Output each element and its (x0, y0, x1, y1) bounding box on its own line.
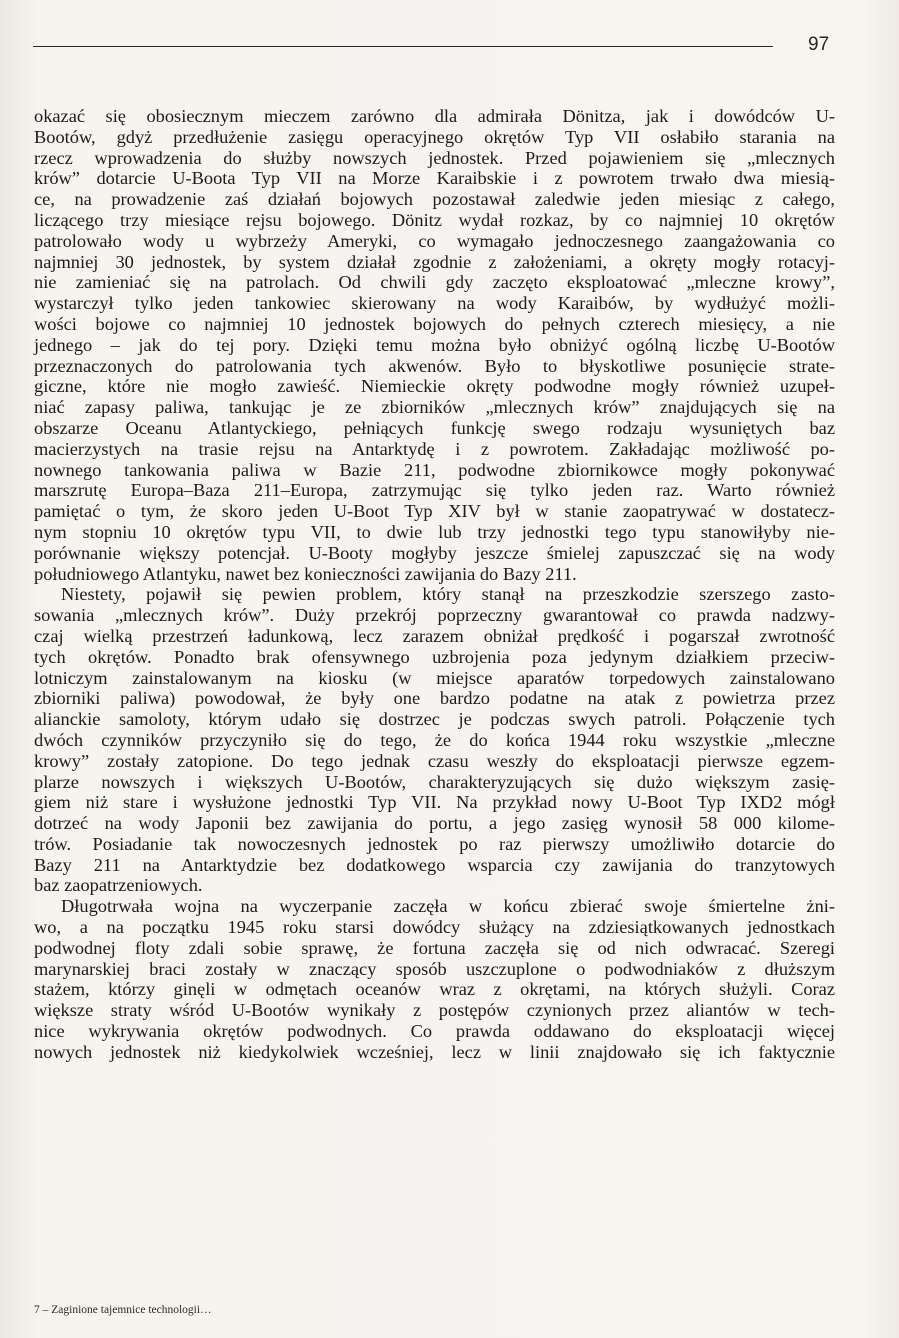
text-line: najmniej 30 jednostek, by system działał zgodnie z założeniami, a okręty mogły rotacyj- (34, 251, 835, 272)
text-line: giczne, które nie mogło zawieść. Niemieckie okręty podwodne mogły również uzupeł- (34, 376, 835, 397)
text-line: alianckie samoloty, którym udało się dostrzec je podczas swych patroli. Połączenie tych (34, 709, 835, 730)
text-line: pamiętać o tym, że skoro jeden U-Boot Typ XIV był w stanie zaopatrywać w dostatecz- (34, 501, 835, 522)
text-line: krów” dotarcie U-Boota Typ VII na Morze Karaibskie i z powrotem trwało dwa miesią- (34, 168, 835, 189)
text-line: Bootów, gdyż przedłużenie zasięgu operacyjnego okrętów Typ VII osłabiło starania na (34, 126, 835, 147)
text-line: ce, na prowadzenie zaś działań bojowych pozostawał zaledwie jeden miesiąc z całego, (34, 189, 835, 210)
text-line: patrolowało wody u wybrzeży Ameryki, co wymagało jednoczesnego zaangażowania co (34, 230, 835, 251)
text-line: czaj wielką przestrzeń ładunkową, lecz zarazem obniżał prędkość i pogarszał zwrotność (34, 625, 835, 646)
text-line: wości bojowe co najmniej 10 jednostek bojowych do pełnych czterech miesięcy, a nie (34, 313, 835, 334)
text-line: Bazy 211 na Antarktydzie bez dodatkowego wsparcia czy zawijania do tranzytowych (34, 854, 835, 875)
printer-signature: 7 – Zaginione tajemnice technologii… (34, 1304, 212, 1316)
text-line: lotniczym zainstalowanym na kiosku (w miejsce aparatów torpedowych zainstalowano (34, 667, 835, 688)
text-line: wo, a na początku 1945 roku starsi dowódcy służący na zdziesiątkowanych jednostkach (34, 917, 835, 938)
text-line: plarze nowszych i większych U-Bootów, charakteryzujących się dużo większym zasię- (34, 771, 835, 792)
text-line: stażem, którzy ginęli w odmętach oceanów wraz z okrętami, na których służyli. Coraz (34, 979, 835, 1000)
header-rule (33, 46, 773, 47)
text-line: dotrzeć na wody Japonii bez zawijania do portu, a jego zasięg wynosił 58 000 kilome- (34, 813, 835, 834)
text-line: giem niż stare i wysłużone jednostki Typ VII. Na przykład nowy U-Boot Typ IXD2 mógł (34, 792, 835, 813)
text-line: trów. Posiadanie tak nowoczesnych jednostek po raz pierwszy umożliwiło dotarcie do (34, 833, 835, 854)
text-line: przeznaczonych do patrolowania tych akwenów. Było to błyskotliwe posunięcie strate- (34, 355, 835, 376)
text-line: liczącego trzy miesiące rejsu bojowego. Dönitz wydał rozkaz, by co najmniej 10 okrętów (34, 209, 835, 230)
text-line: rzecz wprowadzenia do służby nowszych jednostek. Przed pojawieniem się „mlecznych (34, 147, 835, 168)
text-line: Długotrwała wojna na wyczerpanie zaczęła w końcu zbierać swoje śmiertelne żni- (61, 896, 835, 917)
text-line: nym stopniu 10 okrętów typu VII, to dwie lub trzy jednostki tego typu stanowiłyby nie- (34, 521, 835, 542)
text-line: porównanie większy potencjał. U-Booty mogłyby jeszcze śmielej zapuszczać się na wody (34, 542, 835, 563)
text-line: wystarczył tylko jeden tankowiec skierowany na wody Karaibów, by wydłużyć możli- (34, 293, 835, 314)
text-line: sowania „mlecznych krów”. Duży przekrój poprzeczny gwarantował co prawda nadzwy- (34, 605, 835, 626)
body-text (34, 106, 835, 1063)
text-line: nie zamieniać się na patrolach. Od chwili gdy zaczęto eksploatować „mleczne krowy”, (34, 272, 835, 293)
text-line: marynarskiej braci zostały w znaczący sposób uszczuplone o podwodniaków z dłuższym (34, 958, 835, 979)
text-line: podwodnej floty zdali sobie sprawę, że fortuna zaczęła się od nich odwracać. Szeregi (34, 937, 835, 958)
text-line: marszrutę Europa–Baza 211–Europa, zatrzymując się tylko jeden raz. Warto również (34, 480, 835, 501)
text-line: większe straty wśród U-Bootów wynikały z postępów czynionych przez aliantów w tech- (34, 1000, 835, 1021)
text-line: okazać się obosiecznym mieczem zarówno dla admirała Dönitza, jak i dowódców U- (34, 106, 835, 126)
text-line: dwóch czynników przyczyniło się do tego, że do końca 1944 roku wszystkie „mleczne (34, 729, 835, 750)
text-line: tych okrętów. Ponadto brak ofensywnego uzbrojenia poza jedynym działkiem przeciw- (34, 646, 835, 667)
text-line: nice wykrywania okrętów podwodnych. Co prawda oddawano do eksploatacji więcej (34, 1021, 835, 1042)
text-line: obszarze Oceanu Atlantyckiego, pełniących funkcję swego rodzaju wysuniętych baz (34, 417, 835, 438)
text-line: Niestety, pojawił się pewien problem, który stanął na przeszkodzie szerszego zasto- (61, 584, 835, 605)
text-line: nowych jednostek niż kiedykolwiek wcześniej, lecz w linii znajdowało się ich faktycznie (34, 1041, 835, 1062)
page-number: 97 (808, 34, 830, 55)
text-line: południowego Atlantyku, nawet bez konieczności zawijania do Bazy 211. (34, 563, 577, 584)
text-line: niać zapasy paliwa, tankując je ze zbiorników „mlecznych krów” znajdujących się na (34, 397, 835, 418)
text-line: macierzystych na trasie rejsu na Antarktydę i z powrotem. Zakładając możliwość po- (34, 438, 835, 459)
text-line: krowy” zostały zatopione. Do tego jednak czasu weszły do eksploatacji pierwsze egzem- (34, 750, 835, 771)
text-line: jednego – jak do tej pory. Dzięki temu można było obniżyć ogólną liczbę U-Bootów (34, 334, 835, 355)
text-line: zbiorniki paliwa) powodował, że były one bardzo podatne na atak z powietrza przez (34, 688, 835, 709)
text-line: nownego tankowania paliwa w Bazie 211, podwodne zbiornikowce mogły pokonywać (34, 459, 835, 480)
text-line: baz zaopatrzeniowych. (34, 875, 203, 896)
